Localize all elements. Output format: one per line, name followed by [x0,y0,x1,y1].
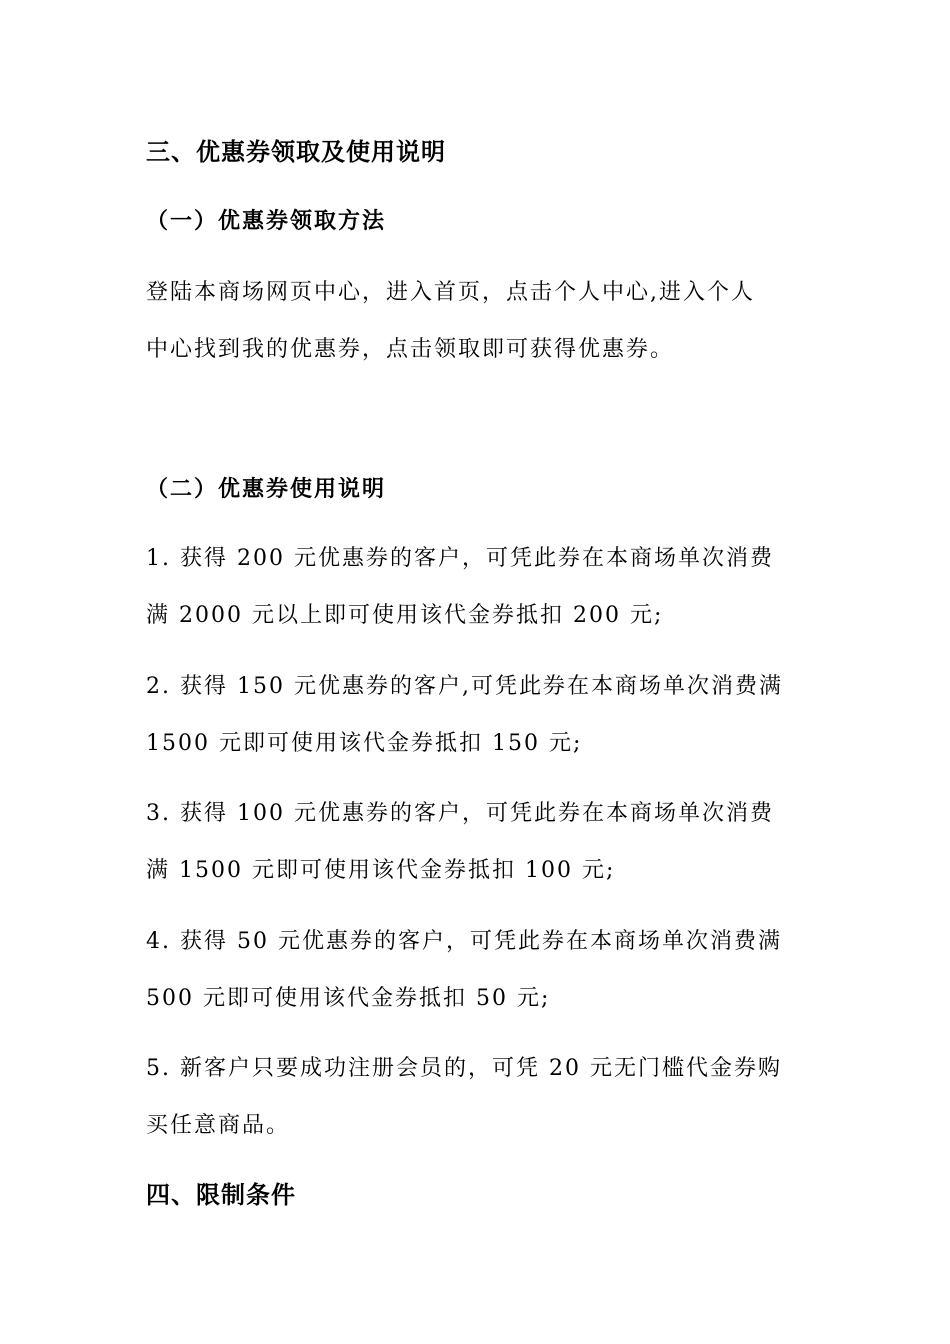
paragraph-line: 中心找到我的优惠券，点击领取即可获得优惠券。 [146,337,675,362]
paragraph-line: 1500 元即可使用该代金券抵扣 150 元; [146,731,583,756]
section-4-heading: 四、限制条件 [146,1181,296,1209]
usage-item-2 [146,658,816,772]
paragraph-line: 满 2000 元以上即可使用该代金券抵扣 200 元; [146,603,664,628]
paragraph-line: 500 元即可使用该代金券抵扣 50 元; [146,986,551,1011]
paragraph-line: 登陆本商场网页中心，进入首页，点击个人中心,进入个人 [146,280,755,305]
coupon-claim-method-paragraph [146,264,816,378]
usage-item-1 [146,530,816,644]
subsection-2-heading: （二）优惠券使用说明 [146,476,387,502]
usage-item-4 [146,913,816,1027]
subsection-1-heading: （一）优惠券领取方法 [146,208,387,234]
usage-item-5 [146,1040,816,1154]
paragraph-line: 2. 获得 150 元优惠券的客户,可凭此券在本商场单次消费满 [146,674,783,699]
paragraph-line: 满 1500 元即可使用该代金券抵扣 100 元; [146,858,616,883]
paragraph-line: 3. 获得 100 元优惠券的客户，可凭此券在本商场单次消费 [146,801,774,826]
paragraph-line: 5. 新客户只要成功注册会员的，可凭 20 元无门槛代金券购 [146,1056,782,1081]
paragraph-line: 1. 获得 200 元优惠券的客户，可凭此券在本商场单次消费 [146,546,774,571]
usage-item-3 [146,785,816,899]
section-3-heading: 三、优惠券领取及使用说明 [146,138,446,166]
paragraph-line: 4. 获得 50 元优惠券的客户，可凭此券在本商场单次消费满 [146,929,782,954]
paragraph-line: 买任意商品。 [146,1113,291,1138]
